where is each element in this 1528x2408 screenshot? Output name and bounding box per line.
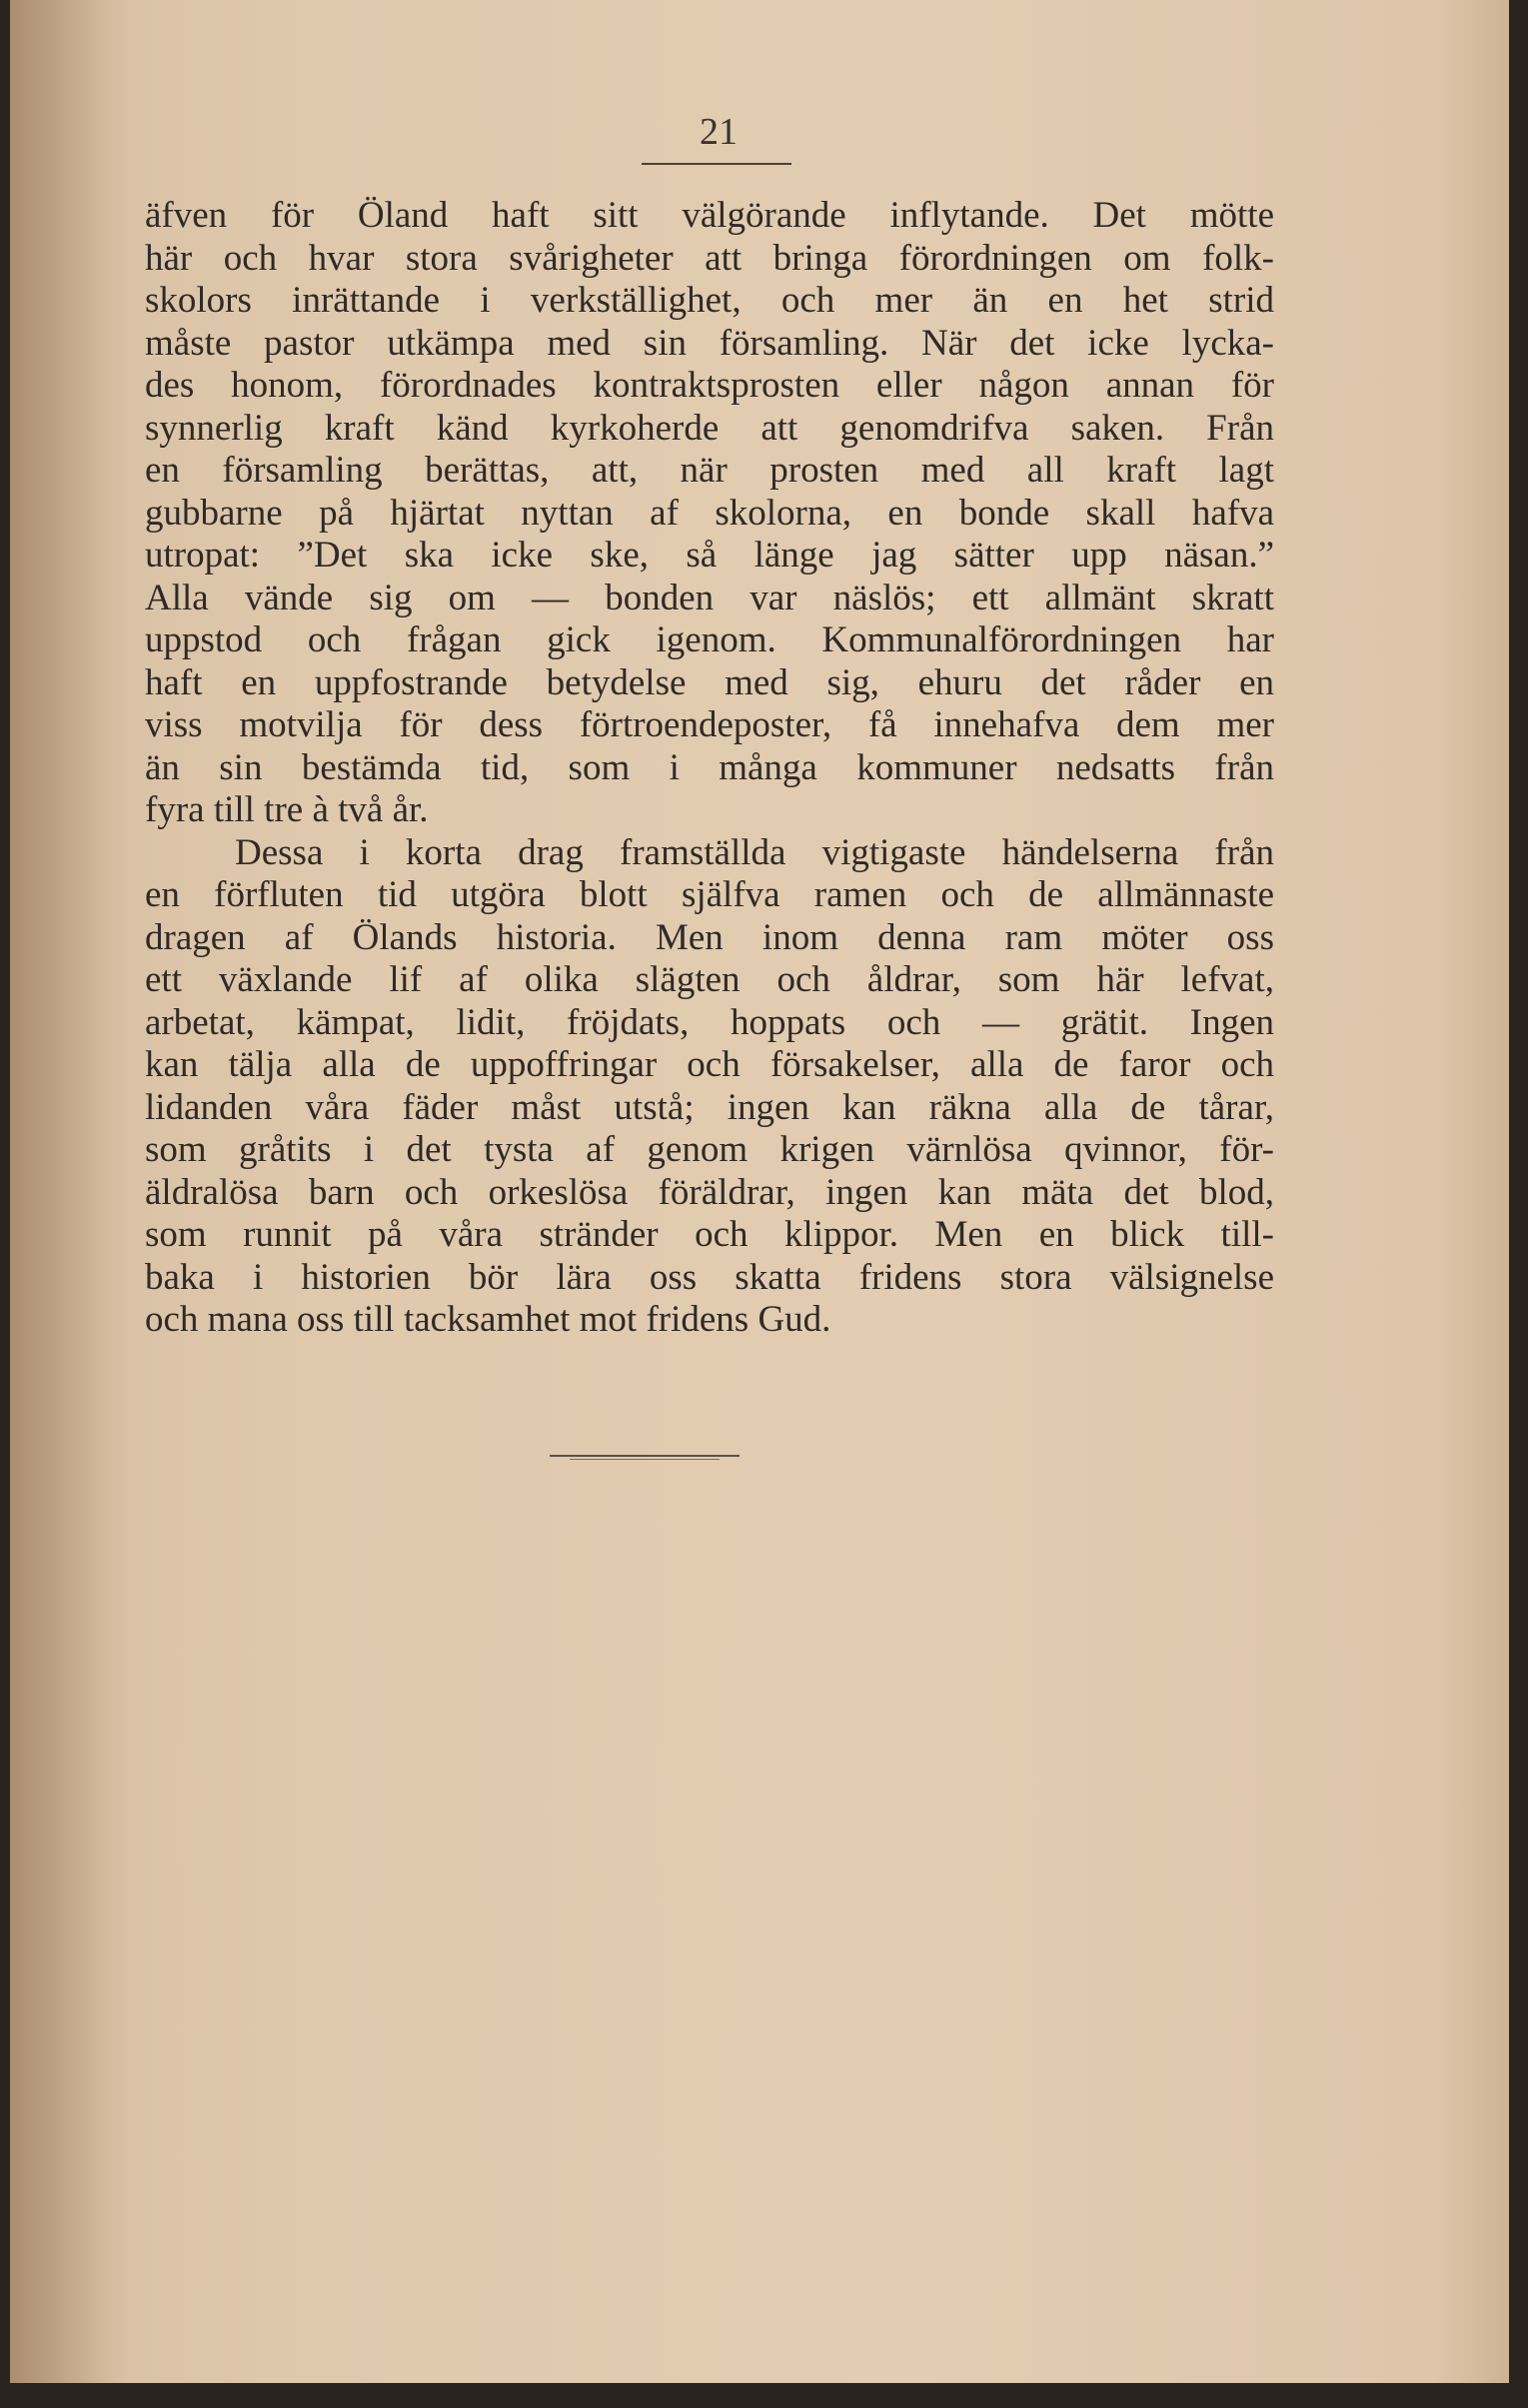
text-line: baka i historien bör lära oss skatta fridens stora välsignelse [145,1256,1274,1298]
text-line: äldralösa barn och orkeslösa föräldrar, ingen kan mäta det blod, [145,1171,1274,1213]
text-line: dragen af Ölands historia. Men inom denna ram möter oss [145,916,1274,958]
text-line: ett växlande lif af olika slägten och åldrar, som här lefvat, [145,959,1274,1000]
text-line: som gråtits i det tysta af genom krigen värnlösa qvinnor, för- [145,1129,1274,1170]
text-line: utropat: ”Det ska icke ske, så länge jag sätter upp näsan.” [145,535,1274,576]
text-line: äfven för Öland haft sitt välgörande inflytande. Det mötte [145,195,1274,236]
paragraph-end-line: fyra till tre à två år. [145,789,429,830]
text-line: des honom, förordnades kontraktsprosten eller någon annan för [145,365,1274,406]
body-text [145,195,1274,1342]
text-line: måste pastor utkämpa med sin församling. När det icke lycka- [145,322,1274,364]
text-line: som runnit på våra stränder och klippor. Men en blick till- [145,1214,1274,1255]
page-number: 21 [700,111,738,153]
text-line: en förfluten tid utgöra blott själfva ramen och de allmännaste [145,874,1274,915]
text-line: en församling berättas, att, när prosten med all kraft lagt [145,450,1274,491]
text-line: synnerlig kraft känd kyrkoherde att genomdrifva saken. Från [145,407,1274,449]
text-line: än sin bestämda tid, som i många kommuner nedsatts från [145,746,1274,788]
text-line: här och hvar stora svårigheter att bringa förordningen om folk- [145,237,1274,279]
paragraph-end-line: och mana oss till tacksamhet mot fridens Gud. [145,1299,831,1340]
text-line: Alla vände sig om — bonden var näslös; ett allmänt skratt [145,577,1274,618]
section-end-rule-thin [570,1459,720,1460]
book-page [10,0,1509,2383]
text-line: uppstod och frågan gick igenom. Kommunalförordningen har [145,619,1274,660]
section-end-rule [550,1455,740,1457]
text-line: kan tälja alla de uppoffringar och försakelser, alla de faror och [145,1044,1274,1085]
page-number-rule [642,163,791,165]
text-line: skolors inrättande i verkställighet, och mer än en het strid [145,280,1274,321]
text-line: viss motvilja för dess förtroendeposter, få innehafva dem mer [145,704,1274,745]
paragraph-start-line: Dessa i korta drag framställda vigtigaste händelserna från [235,831,1274,873]
text-line: gubbarne på hjärtat nyttan af skolorna, en bonde skall hafva [145,492,1274,534]
text-line: arbetat, kämpat, lidit, fröjdats, hoppats och — grätit. Ingen [145,1001,1274,1043]
text-line: lidanden våra fäder måst utstå; ingen kan räkna alla de tårar, [145,1086,1274,1128]
text-line: haft en uppfostrande betydelse med sig, ehuru det råder en [145,661,1274,703]
